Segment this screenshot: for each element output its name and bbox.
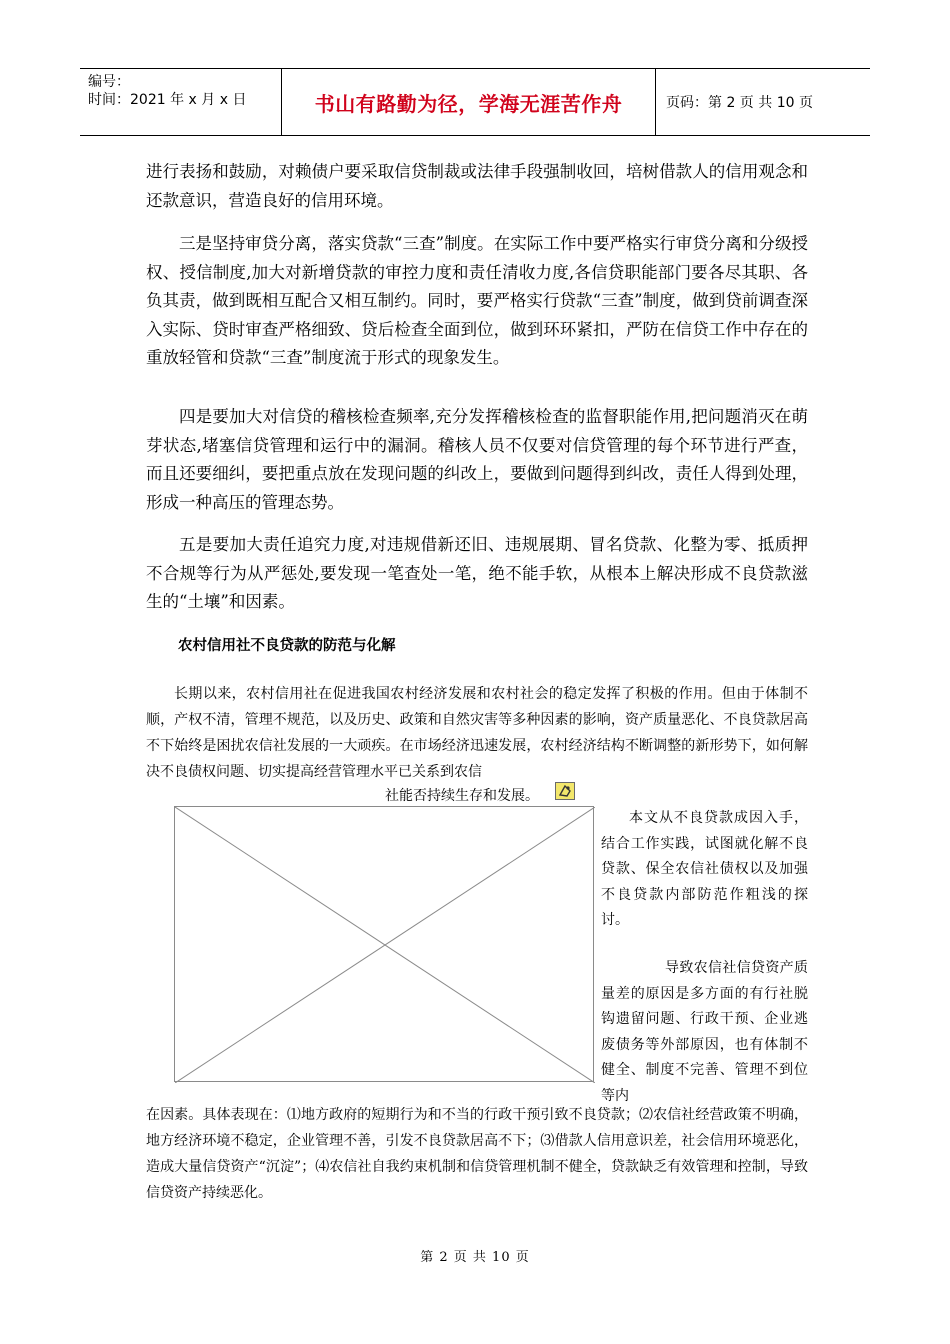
header-meta: [80, 69, 282, 135]
header-motto: 书山有路勤为径，学海无涯苦作舟: [282, 69, 656, 135]
paragraph-5-last-line: 社能否持续生存和发展。: [385, 788, 539, 804]
paragraph-4: 五是要加大责任追究力度,对违规借新还旧、违规展期、冒名贷款、化整为零、抵质押不合规等行为从严惩处,要发现一笔查处一笔，绝不能手软，从根本上解决形成不良贷款滋生的“土壤”和因素。: [146, 535, 808, 611]
side-paragraph-2: 导致农信社信贷资产质量差的原因是多方面的有行社脱钩遗留问题、行政干预、企业逃废债务等外部原因，也有体制不健全、制度不完善、管理不到位等内: [601, 960, 808, 1104]
page-footer: 第 2 页 共 10 页: [420, 1250, 530, 1265]
page-header: [80, 68, 870, 136]
paragraph-2: 三是坚持审贷分离，落实贷款“三查”制度。在实际工作中要严格实行审贷分离和分级授权、授信制度,加大对新增贷款的审控力度和责任清收力度,各信贷职能部门要各尽其职、各负其责，做到既相互配合又相互制约。同时，要严格实行贷款“三查”制度，做到贷前调查深入实际、贷时审查严格细致、贷后检查全面到位，做到环环紧扣，严防在信贷工作中存在的重放轻管和贷款“三查”制度流于形式的现象发生。: [146, 234, 808, 367]
paragraph-6: 在因素。具体表现在：⑴地方政府的短期行为和不当的行政干预引致不良贷款；⑵农信社经营政策不明确，地方经济环境不稳定，企业管理不善，引发不良贷款居高不下；⑶借款人信用意识差，社会信用环境恶化，造成大量信贷资产“沉淀”；⑷农信社自我约束机制和信贷管理机制不健全，贷款缺乏有效管理和控制，导致信贷资产持续恶化。: [146, 1107, 808, 1201]
paragraph-1: 进行表扬和鼓励，对赖债户要采取信贷制裁或法律手段强制收回，培树借款人的信用观念和还款意识，营造良好的信用环境。: [146, 162, 808, 210]
section-subtitle: 农村信用社不良贷款的防范与化解: [178, 638, 396, 654]
number-label: 编号：: [88, 74, 130, 90]
header-page-label: 页码：第 2 页 共 10 页: [666, 95, 813, 111]
side-paragraph-1: 本文从不良贷款成因入手，结合工作实践，试图就化解不良贷款、保全农信社债权以及加强不良贷款内部防范作粗浅的探讨。: [601, 810, 808, 928]
embedded-object-icon: [555, 782, 575, 800]
image-placeholder-cross: [175, 807, 595, 1083]
paragraph-3: 四是要加大对信贷的稽核检查频率,充分发挥稽核检查的监督职能作用,把问题消灭在萌芽状态,堵塞信贷管理和运行中的漏洞。稽核人员不仅要对信贷管理的每个环节进行严查，而且还要细纠，要把重点放在发现问题的纠改上，要做到问题得到纠改，责任人得到处理，形成一种高压的管理态势。: [146, 407, 808, 512]
paragraph-5: 长期以来，农村信用社在促进我国农村经济发展和农村社会的稳定发挥了积极的作用。但由于体制不顺，产权不清，管理不规范，以及历史、政策和自然灾害等多种因素的影响，资产质量恶化、不良贷款居高不下始终是困扰农信社发展的一大顽疾。在市场经济迅速发展，农村经济结构不断调整的新形势下，如何解决不良债权问题、切实提高经营管理水平已关系到农信: [146, 686, 808, 780]
image-placeholder: [174, 806, 594, 1082]
time-label: 时间：2021 年 x 月 x 日: [88, 92, 247, 108]
